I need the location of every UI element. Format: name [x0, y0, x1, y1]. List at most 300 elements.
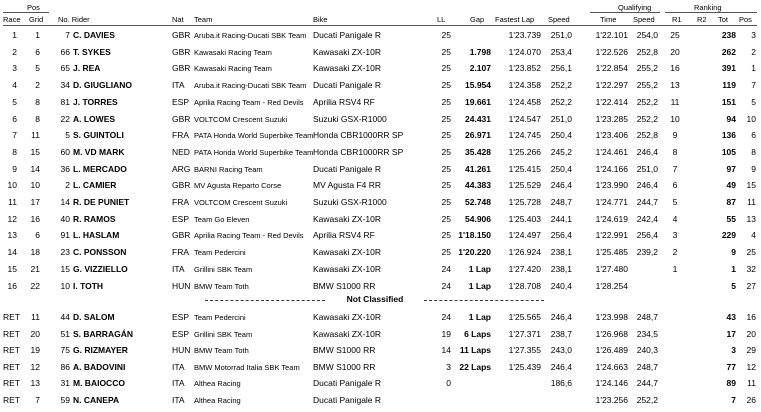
race-pos-cell: 4 — [12, 80, 17, 91]
ranking-total-cell: 238 — [721, 30, 736, 40]
rider-name-cell: N. CANEPA — [73, 395, 120, 405]
qualifying-speed-cell: 239,2 — [636, 247, 658, 258]
table-row — [0, 145, 761, 160]
ranking-position-cell: 6 — [751, 130, 756, 141]
team-cell: PATA Honda World Superbike Team — [194, 131, 314, 141]
table-row — [0, 28, 761, 43]
speed-cell: 243,0 — [550, 345, 572, 356]
race-pos-cell: 7 — [12, 130, 17, 141]
laps-led-cell: 25 — [441, 63, 451, 74]
grid-cell: 5 — [35, 63, 40, 74]
speed-cell: 240,4 — [550, 280, 572, 291]
bike-cell: Ducati Panigale R — [313, 378, 382, 389]
bike-cell: Kawasaki ZX-10R — [313, 328, 382, 339]
fastest-lap-cell: 1'23.852 — [508, 63, 541, 74]
qualifying-time-cell: 1'25.485 — [595, 247, 628, 258]
nationality-cell: ITA — [172, 263, 185, 274]
table-row — [0, 376, 761, 391]
fastest-lap-cell: 1'25.439 — [508, 361, 541, 372]
rider-number-cell: 23 — [60, 247, 70, 258]
table-row — [0, 128, 761, 143]
not-classified-dash-right — [424, 300, 544, 301]
fastest-lap-cell: 1'28.708 — [508, 280, 541, 291]
table-row — [0, 228, 761, 243]
rider-name-cell: D. GIUGLIANO — [73, 80, 133, 91]
qualifying-time-cell: 1'22.991 — [595, 230, 628, 241]
qualifying-time-cell: 1'28.254 — [595, 280, 628, 291]
ranking-r1-cell: 20 — [670, 46, 680, 57]
laps-led-cell: 25 — [441, 130, 451, 141]
qualifying-speed-cell: 246,4 — [636, 180, 658, 191]
table-row — [0, 343, 761, 358]
fastest-lap-cell: 1'27.355 — [508, 345, 541, 356]
speed-header: Speed — [548, 15, 570, 24]
ll-header: LL — [437, 15, 446, 24]
rider-number-cell: 81 — [60, 96, 70, 107]
speed-cell: 252,2 — [550, 96, 572, 107]
speed-cell: 256,1 — [550, 63, 572, 74]
table-row — [0, 279, 761, 294]
grid-cell: 18 — [30, 247, 40, 258]
rider-name-cell: L. HASLAM — [73, 230, 120, 241]
race-pos-cell: 3 — [12, 63, 17, 74]
speed-cell: 246,4 — [550, 180, 572, 191]
gap-cell: 44.383 — [465, 180, 491, 191]
ranking-r1-header: R1 — [672, 15, 682, 24]
rider-name-cell: D. SALOM — [73, 312, 115, 322]
ranking-total-cell: 49 — [726, 180, 736, 191]
ranking-total-cell: 7 — [731, 395, 736, 405]
ranking-position-cell: 27 — [746, 280, 756, 291]
speed-cell: 250,4 — [550, 163, 572, 174]
ranking-position-cell: 26 — [746, 395, 756, 405]
qualifying-time-cell: 1'23.256 — [595, 395, 628, 405]
ranking-r1-cell: 3 — [672, 230, 678, 241]
qualifying-speed-cell: 252,8 — [636, 46, 658, 57]
bike-cell: Kawasaki ZX-10R — [313, 213, 382, 224]
gap-cell: 1 Lap — [468, 263, 491, 274]
laps-led-cell: 25 — [441, 96, 451, 107]
gap-cell: 52.748 — [465, 197, 491, 207]
ranking-total-cell: 87 — [726, 197, 736, 207]
speed-cell: 245,2 — [550, 146, 572, 157]
ranking-total-cell: 77 — [726, 361, 736, 372]
team-cell: Grillini SBK Team — [194, 329, 253, 339]
rider-number-cell: 22 — [60, 113, 70, 124]
grid-cell: 19 — [30, 345, 40, 356]
table-row — [0, 212, 761, 227]
ranking-total-cell: 151 — [721, 96, 736, 107]
fastest-lap-cell: 1'24.358 — [508, 80, 541, 91]
ranking-position-cell: 25 — [746, 247, 756, 258]
bike-cell: Kawasaki ZX-10R — [313, 247, 382, 258]
bike-cell: Kawasaki ZX-10R — [313, 312, 382, 322]
ranking-pos-header: Pos — [739, 15, 752, 24]
table-row — [0, 195, 761, 210]
bike-cell: Ducati Panigale R — [313, 30, 382, 40]
bike-cell: Kawasaki ZX-10R — [313, 63, 382, 74]
ranking-r1-cell: 13 — [670, 80, 680, 91]
race-pos-cell: RET — [3, 361, 20, 372]
ranking-total-cell: 55 — [726, 213, 736, 224]
rider-number-cell: 36 — [60, 163, 70, 174]
race-pos-cell: 2 — [12, 46, 17, 57]
qualifying-time-cell: 1'23.285 — [595, 113, 628, 124]
bike-cell: Kawasaki ZX-10R — [313, 263, 382, 274]
rider-name-cell: J. TORRES — [73, 96, 118, 107]
qualifying-time-cell: 1'26.489 — [595, 345, 628, 356]
bike-cell: BMW S1000 RR — [313, 361, 376, 372]
qualifying-time-cell: 1'24.771 — [595, 197, 628, 207]
gap-cell: 41.261 — [465, 163, 491, 174]
speed-cell: 256,4 — [550, 230, 572, 241]
fastest-lap-header: Fastest Lap — [495, 15, 535, 24]
rider-number-cell: 14 — [60, 197, 70, 207]
ranking-r1-cell: 5 — [672, 197, 678, 207]
team-cell: BMW Team Toth — [194, 281, 249, 291]
speed-cell: 253,4 — [550, 46, 572, 57]
nationality-cell: ESP — [172, 312, 190, 322]
laps-led-cell: 24 — [441, 280, 451, 291]
ranking-position-cell: 11 — [747, 197, 756, 207]
grid-cell: 13 — [30, 378, 40, 389]
rider-name-cell: A. LOWES — [73, 113, 116, 124]
ranking-total-cell: 17 — [726, 328, 736, 339]
qualifying-speed-cell: 240,3 — [636, 345, 658, 356]
qualifying-time-cell: 1'24.461 — [595, 146, 628, 157]
qualifying-time-cell: 1'23.406 — [595, 130, 628, 141]
laps-led-cell: 24 — [441, 263, 451, 274]
team-cell: PATA Honda World Superbike Team — [194, 147, 314, 157]
table-row — [0, 162, 761, 177]
team-cell: Aprilia Racing Team - Red Devils — [194, 97, 304, 107]
speed-cell: 246,4 — [550, 361, 572, 372]
nationality-cell: ESP — [172, 96, 190, 107]
qualifying-header-underline — [590, 12, 660, 13]
qualifying-time-cell: 1'22.854 — [595, 63, 628, 74]
table-row — [0, 327, 761, 342]
bike-cell: BMW S1000 RR — [313, 345, 376, 356]
ranking-header: Ranking — [694, 3, 722, 12]
rider-name-cell: G. VIZZIELLO — [73, 263, 128, 274]
pos-header-underline — [3, 12, 49, 13]
laps-led-cell: 25 — [441, 80, 451, 91]
race-pos-cell: 13 — [7, 230, 17, 241]
rider-number-cell: 91 — [60, 230, 70, 241]
rider-name-cell: A. BADOVINI — [73, 361, 126, 372]
rider-number-cell: 86 — [60, 361, 70, 372]
fastest-lap-cell: 1'26.924 — [508, 247, 541, 258]
team-cell: Althea Racing — [194, 379, 241, 389]
bike-header: Bike — [313, 15, 328, 24]
speed-cell: 238,7 — [550, 328, 572, 339]
team-cell: Althea Racing — [194, 396, 241, 405]
fastest-lap-cell: 1'27.371 — [508, 328, 541, 339]
rider-number-cell: 51 — [60, 328, 70, 339]
ranking-position-cell: 20 — [746, 328, 756, 339]
qualifying-time-cell: 1'23.998 — [595, 312, 628, 322]
rider-number-cell: 34 — [60, 80, 70, 91]
rider-name-cell: R. RAMOS — [73, 213, 116, 224]
race-pos-cell: 5 — [12, 96, 17, 107]
qualifying-speed-cell: 254,0 — [636, 30, 658, 40]
bike-cell: BMW S1000 RR — [313, 280, 376, 291]
qualifying-time-cell: 1'22.526 — [595, 46, 628, 57]
laps-led-cell: 19 — [441, 328, 451, 339]
nationality-cell: NED — [172, 146, 190, 157]
ranking-r1-cell: 1 — [672, 263, 678, 274]
nationality-cell: GBR — [172, 63, 191, 74]
bike-cell: Suzuki GSX-R1000 — [313, 197, 387, 207]
nationality-cell: GBR — [172, 46, 191, 57]
gap-cell: 1 Lap — [468, 312, 491, 322]
bike-cell: MV Agusta F4 RR — [313, 180, 382, 191]
rider-number-cell: 65 — [60, 63, 70, 74]
qualifying-time-cell: 1'22.297 — [595, 80, 628, 91]
ranking-position-cell: 8 — [751, 146, 756, 157]
bike-cell: Aprilia RSV4 RF — [313, 230, 375, 241]
rider-name-cell: T. SYKES — [73, 46, 111, 57]
speed-cell: 248,7 — [550, 197, 572, 207]
qualifying-time-cell: 1'24.146 — [595, 378, 628, 389]
ranking-tot-header: Tot — [718, 15, 729, 24]
fastest-lap-cell: 1'24.547 — [508, 113, 541, 124]
nationality-cell: FRA — [172, 247, 189, 258]
fastest-lap-cell: 1'24.458 — [508, 96, 541, 107]
laps-led-cell: 3 — [446, 361, 451, 372]
qualifying-time-cell: 1'24.619 — [595, 213, 628, 224]
laps-led-cell: 25 — [441, 113, 451, 124]
team-cell: VOLTCOM Crescent Suzuki — [194, 198, 288, 207]
team-cell: Team Go Eleven — [194, 214, 250, 224]
speed-cell: 251,0 — [550, 30, 572, 40]
rider-number-cell: 5 — [65, 130, 70, 141]
laps-led-cell: 25 — [441, 146, 451, 157]
team-cell: Kawasaki Racing Team — [194, 47, 272, 57]
nationality-cell: ITA — [172, 378, 185, 389]
rider-number-cell: 44 — [60, 312, 70, 322]
qualifying-speed-cell: 256,4 — [636, 230, 658, 241]
rider-name-cell: I. TOTH — [73, 280, 104, 291]
fastest-lap-cell: 1'25.415 — [508, 163, 541, 174]
table-row — [0, 360, 761, 375]
team-cell: Aruba.it Racing-Ducati SBK Team — [194, 81, 307, 91]
table-row — [0, 178, 761, 193]
qualifying-speed-header: Speed — [633, 15, 655, 24]
grid-cell: 17 — [30, 197, 40, 207]
ranking-total-cell: 136 — [721, 130, 736, 141]
header-divider — [3, 25, 757, 26]
laps-led-cell: 25 — [441, 197, 451, 207]
laps-led-cell: 25 — [441, 230, 451, 241]
ranking-total-cell: 94 — [726, 113, 736, 124]
ranking-r1-cell: 10 — [670, 113, 680, 124]
ranking-r1-cell: 16 — [670, 63, 680, 74]
team-cell: BMW Team Toth — [194, 346, 249, 356]
ranking-total-cell: 119 — [722, 80, 736, 91]
race-pos-cell: 12 — [7, 213, 17, 224]
qualifying-speed-cell: 244,7 — [636, 378, 658, 389]
ranking-r1-cell: 6 — [672, 180, 678, 191]
table-row — [0, 78, 761, 93]
not-classified-label: Not Classified — [346, 294, 404, 304]
grid-cell: 15 — [30, 146, 40, 157]
fastest-lap-cell: 1'24.497 — [508, 230, 541, 241]
fastest-lap-cell: 1'25.403 — [508, 213, 541, 224]
speed-cell: 250,4 — [550, 130, 572, 141]
nationality-cell: ITA — [172, 361, 185, 372]
ranking-total-cell: 43 — [726, 312, 736, 322]
qualifying-speed-cell: 248,7 — [636, 361, 658, 372]
qualifying-speed-cell: 248,7 — [636, 312, 658, 322]
rider-number-cell: 15 — [60, 263, 70, 274]
bike-cell: Honda CBR1000RR SP — [313, 130, 404, 141]
gap-cell: 24.431 — [465, 113, 491, 124]
speed-cell: 246,4 — [550, 312, 572, 322]
grid-cell: 7 — [35, 395, 40, 405]
rider-number-cell: 10 — [60, 280, 70, 291]
gap-cell: 11 Laps — [459, 345, 491, 356]
nationality-cell: ESP — [172, 213, 190, 224]
laps-led-cell: 25 — [441, 46, 451, 57]
ranking-position-cell: 29 — [746, 345, 756, 356]
race-pos-cell: 9 — [12, 163, 17, 174]
rider-name-cell: C. PONSSON — [73, 247, 127, 258]
grid-cell: 12 — [30, 361, 40, 372]
team-cell: Kawasaki Racing Team — [194, 64, 272, 74]
rider-name-cell: C. DAVIES — [73, 30, 115, 40]
rider-number-cell: 60 — [60, 146, 70, 157]
rider-name-cell: M. VD MARK — [73, 146, 125, 157]
ranking-total-cell: 5 — [731, 280, 736, 291]
ranking-position-cell: 1 — [751, 63, 756, 74]
nationality-cell: GBR — [172, 180, 191, 191]
bike-cell: Suzuki GSX-R1000 — [313, 113, 387, 124]
ranking-total-cell: 9 — [731, 247, 736, 258]
ranking-position-cell: 3 — [751, 30, 756, 40]
nationality-cell: HUN — [172, 345, 191, 356]
ranking-r2-header: R2 — [697, 15, 707, 24]
grid-cell: 11 — [31, 312, 40, 322]
laps-led-cell: 14 — [441, 345, 451, 356]
gap-cell: 26.971 — [465, 130, 491, 141]
laps-led-cell: 25 — [441, 247, 451, 258]
qualifying-time-cell: 1'24.166 — [595, 163, 628, 174]
grid-cell: 20 — [30, 328, 40, 339]
ranking-total-cell: 3 — [731, 345, 736, 356]
ranking-r1-cell: 2 — [672, 247, 678, 258]
speed-cell: 238,1 — [550, 263, 572, 274]
team-cell: BMW Motorrad Italia SBK Team — [194, 362, 300, 372]
grid-cell: 8 — [35, 96, 40, 107]
nationality-cell: ARG — [172, 163, 191, 174]
team-cell: Aruba.it Racing-Ducati SBK Team — [194, 31, 307, 40]
qualifying-speed-cell: 252,8 — [636, 130, 658, 141]
team-cell: BARNI Racing Team — [194, 164, 263, 174]
fastest-lap-cell: 1'25.266 — [508, 146, 541, 157]
gap-cell: 54.906 — [465, 213, 491, 224]
race-pos-cell: 15 — [7, 263, 17, 274]
ranking-r1-cell: 4 — [672, 213, 678, 224]
race-pos-cell: 16 — [7, 280, 17, 291]
qualifying-time-header: Time — [600, 15, 617, 24]
qualifying-speed-cell: 255,2 — [636, 63, 658, 74]
gap-cell: 1.798 — [469, 46, 491, 57]
team-cell: VOLTCOM Crescent Suzuki — [194, 114, 288, 124]
gap-cell: 1 Lap — [468, 280, 491, 291]
team-cell: MV Agusta Reparto Corse — [194, 181, 282, 191]
ranking-position-cell: 9 — [751, 163, 756, 174]
ranking-position-cell: 12 — [746, 361, 756, 372]
grid-cell: 21 — [30, 263, 40, 274]
fastest-lap-cell: 1'25.565 — [508, 312, 541, 322]
gap-header: Gap — [470, 15, 485, 24]
qualifying-speed-cell: 242,4 — [636, 213, 658, 224]
table-row — [0, 112, 761, 127]
qualifying-speed-cell: 246,4 — [636, 146, 658, 157]
laps-led-cell: 25 — [441, 180, 451, 191]
gap-cell: 1'18.150 — [458, 230, 491, 241]
rider-number-cell: 59 — [60, 395, 70, 405]
race-pos-cell: 11 — [8, 197, 17, 207]
rider-number-cell: 75 — [60, 345, 70, 356]
ranking-position-cell: 15 — [746, 180, 756, 191]
grid-cell: 6 — [35, 230, 40, 241]
team-cell: Grillini SBK Team — [194, 264, 253, 274]
fastest-lap-cell: 1'25.728 — [508, 197, 541, 207]
ranking-r1-cell: 7 — [672, 163, 678, 174]
fastest-lap-cell: 1'27.420 — [508, 263, 541, 274]
bike-cell: Kawasaki ZX-10R — [313, 46, 382, 57]
race-pos-cell: 14 — [7, 247, 17, 258]
gap-cell: 2.107 — [469, 63, 491, 74]
race-pos-cell: RET — [3, 328, 20, 339]
grid-cell: 2 — [35, 80, 40, 91]
ranking-position-cell: 11 — [747, 378, 756, 389]
speed-cell: 238,1 — [550, 247, 572, 258]
race-pos-cell: RET — [3, 378, 20, 389]
rider-name-cell: L. MERCADO — [73, 163, 127, 174]
race-pos-cell: 8 — [12, 146, 17, 157]
nationality-cell: GBR — [172, 113, 191, 124]
rider-number-cell: 31 — [60, 378, 70, 389]
rider-name-cell: M. BAIOCCO — [73, 378, 125, 389]
grid-cell: 10 — [30, 180, 40, 191]
rider-name-cell: J. REA — [73, 63, 101, 74]
speed-cell: 252,2 — [550, 80, 572, 91]
qualifying-time-cell: 1'22.101 — [595, 30, 628, 40]
laps-led-cell: 0 — [446, 378, 451, 389]
no-rider-header: No. Rider — [58, 15, 90, 24]
bike-cell: Ducati Panigale R — [313, 80, 382, 91]
grid-cell: 8 — [35, 113, 40, 124]
race-pos-cell: 10 — [7, 180, 17, 191]
nationality-cell: HUN — [172, 280, 191, 291]
nationality-cell: ITA — [172, 395, 185, 405]
nationality-cell: ESP — [172, 328, 190, 339]
fastest-lap-cell: 1'23.739 — [508, 30, 541, 40]
bike-cell: Ducati Panigale R — [313, 163, 382, 174]
ranking-total-cell: 262 — [721, 46, 736, 57]
rider-number-cell: 66 — [60, 46, 70, 57]
bike-cell: Aprilia RSV4 RF — [313, 96, 375, 107]
ranking-total-cell: 89 — [726, 378, 736, 389]
qualifying-speed-cell: 252,2 — [636, 96, 658, 107]
speed-cell: 244,1 — [550, 213, 572, 224]
qualifying-time-cell: 1'22.414 — [595, 96, 628, 107]
nationality-cell: ITA — [172, 80, 185, 91]
rider-name-cell: L. CAMIER — [73, 180, 117, 191]
